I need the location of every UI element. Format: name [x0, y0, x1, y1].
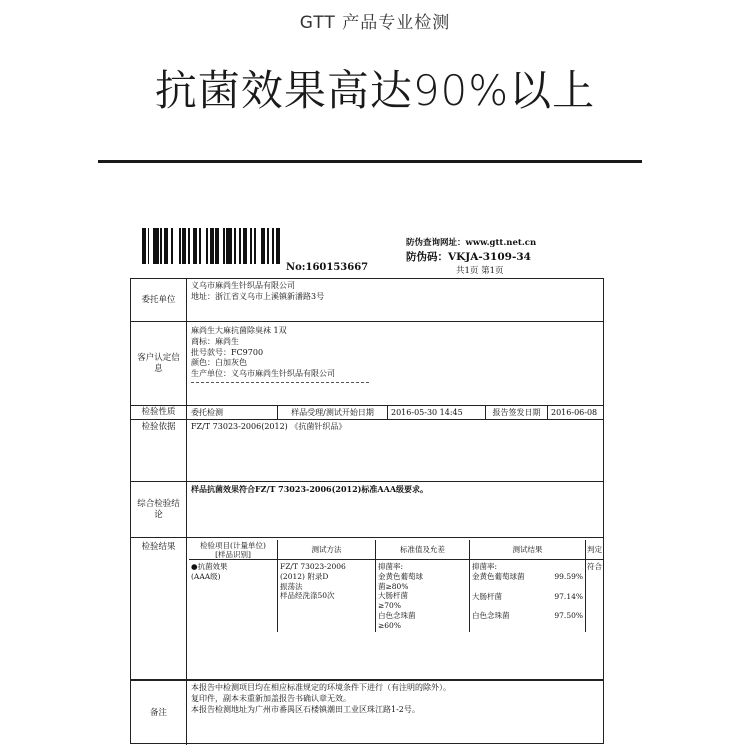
- results-item-line: ●抗菌效果: [191, 562, 228, 571]
- results-judgement: 符合: [587, 562, 602, 571]
- remarks-row: [131, 679, 603, 745]
- issued-date: 2016-06-08: [551, 408, 598, 417]
- verify-site: 防伪查询网址：www.gtt.net.cn: [406, 238, 537, 248]
- conclusion-content: [191, 484, 599, 495]
- customer-label: 客户认定信息: [131, 322, 187, 405]
- client-label: 委托单位: [131, 279, 187, 321]
- results-standard-line: 金黄色葡萄球: [378, 571, 423, 581]
- results-standard-line: 菌≥80%: [378, 581, 409, 591]
- customer-row: [131, 321, 603, 405]
- results-col-judgement: [585, 540, 603, 632]
- basis-content: [191, 422, 599, 433]
- issued-label: 报告签发日期: [486, 406, 548, 419]
- result-row: [472, 592, 583, 602]
- results-method-line: (2012) 附录D: [280, 571, 329, 581]
- result-value: 97.50%: [554, 611, 583, 621]
- results-result: [472, 562, 583, 621]
- remarks-label: 备注: [131, 681, 187, 745]
- basis-row: [131, 419, 603, 481]
- client-name: 义乌市麻尚生针织品有限公司: [191, 281, 295, 290]
- page-info: 共1页 第1页: [456, 266, 504, 276]
- result-name: 大肠杆菌: [472, 591, 502, 601]
- conclusion-label: 综合检验结论: [131, 482, 187, 537]
- received-date: 2016-05-30 14:45: [388, 406, 486, 419]
- conclusion-row: [131, 481, 603, 537]
- customer-batch: 批号款号：FC9700: [191, 347, 264, 357]
- results-header-method: 测试方法: [278, 540, 375, 560]
- customer-content: [191, 326, 599, 383]
- remarks-line: 复印件，副本未重新加盖报告书确认章无效。: [191, 693, 351, 703]
- result-value: 99.59%: [554, 571, 583, 581]
- results-col-standard: [375, 540, 469, 632]
- test-report: [122, 226, 612, 746]
- report-table: [130, 278, 604, 744]
- remarks-line: 本报告中检测项目均在相应标准规定的环境条件下进行（有注明的除外）。: [191, 683, 451, 692]
- client-row: [131, 279, 603, 321]
- results-standard-line: 白色念珠菌: [378, 610, 416, 620]
- conclusion-text: 样品抗菌效果符合FZ/T 73023-2006(2012)标准AAA级要求。: [191, 484, 429, 494]
- result-value: 97.14%: [554, 591, 583, 601]
- results-header-item: 检验项目(计量单位) [样品识别]: [189, 540, 277, 560]
- results-row: [131, 537, 603, 679]
- result-row: [472, 572, 583, 582]
- customer-color: 颜色：白加灰色: [191, 358, 247, 368]
- results-item-line: (AAA级): [191, 571, 221, 581]
- results-standard-line: ≥70%: [378, 601, 401, 610]
- results-method-line: 样品经洗涤50次: [280, 591, 335, 601]
- report-number: No:160153667: [286, 262, 369, 273]
- dashed-line: [191, 382, 369, 383]
- barcode: [142, 228, 282, 264]
- results-col-item: [189, 540, 277, 632]
- results-label: 检验结果: [131, 538, 187, 679]
- results-standard-line: 大肠杆菌: [378, 591, 408, 601]
- results-item: [191, 562, 275, 582]
- results-col-result: [469, 540, 585, 632]
- results-result-title: 抑菌率:: [472, 562, 498, 571]
- customer-manufacturer: 生产单位：义乌市麻尚生针织品有限公司: [191, 369, 335, 379]
- divider: [98, 160, 642, 163]
- results-method-line: 振荡法: [280, 581, 303, 591]
- received-label: 样品受理/测试开始日期: [278, 406, 388, 419]
- customer-brand: 商标：麻尚生: [191, 336, 239, 346]
- result-row: [472, 611, 583, 621]
- remarks-line: 本报告检测地址为广州市番禺区石楼镇潮田工业区珠江路1-2号。: [191, 704, 420, 714]
- basis-label: 检验依据: [131, 420, 187, 481]
- client-content: [191, 281, 599, 303]
- result-name: 白色念珠菌: [472, 611, 510, 621]
- basis-text: FZ/T 73023-2006(2012) 《抗菌针织品》: [191, 422, 347, 431]
- client-address: 地址：浙江省义乌市上溪镇新潘路3号: [191, 291, 325, 301]
- results-standard-line: 抑菌率:: [378, 562, 404, 571]
- brand-title: GTT 产品专业检测: [299, 13, 451, 33]
- result-name: 金黄色葡萄球菌: [472, 571, 525, 581]
- results-header-judgement: 判定: [586, 540, 603, 560]
- results-header-result: 测试结果: [470, 540, 585, 560]
- results-header-standard: 标准值及允差: [376, 540, 469, 560]
- verify-code: 防伪码：VKJA-3109-34: [406, 251, 531, 263]
- results-col-method: [277, 540, 375, 632]
- results-method: [280, 562, 373, 601]
- results-method-line: FZ/T 73023-2006: [280, 562, 346, 571]
- inspection-row: [131, 405, 603, 419]
- remarks-content: [191, 683, 599, 715]
- page-headline: 抗菌效果高达90%以上: [154, 66, 596, 115]
- inspection-type: 委托检测: [188, 406, 278, 419]
- results-table: [189, 540, 603, 632]
- results-standard: [378, 562, 467, 630]
- inspection-label: 检验性质: [131, 406, 187, 419]
- results-standard-line: ≥60%: [378, 620, 401, 630]
- customer-product: 麻尚生大麻抗菌除臭袜 1双: [191, 326, 287, 335]
